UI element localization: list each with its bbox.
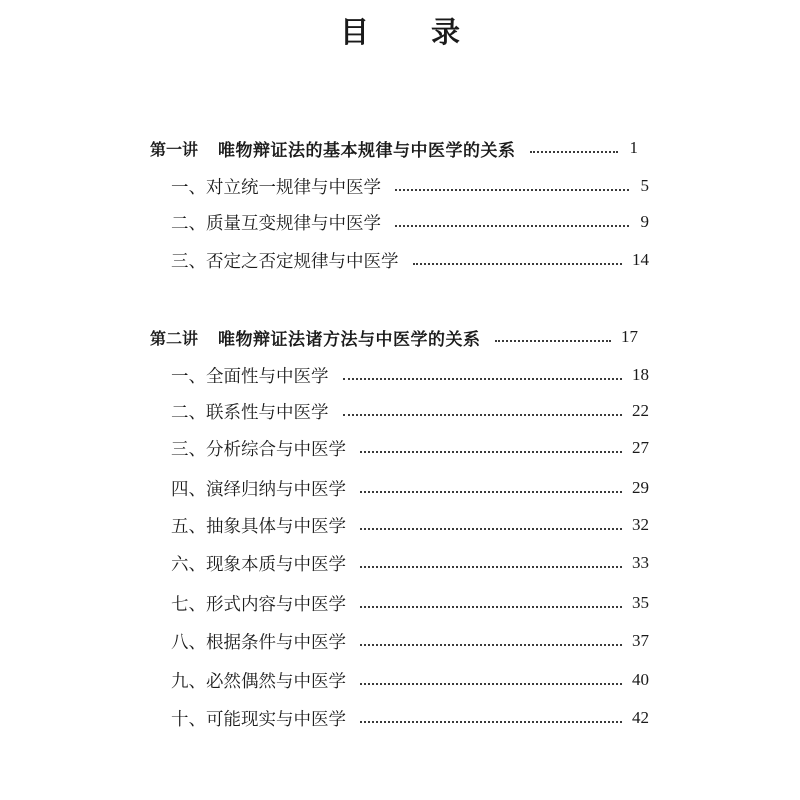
toc-entry[interactable] — [171, 360, 649, 390]
toc-entry-number: 二、 — [171, 213, 206, 234]
toc-entry-number: 二、 — [171, 402, 206, 423]
toc-entry-title: 根据条件与中医学 — [206, 632, 346, 653]
toc-entry-title: 否定之否定规律与中医学 — [206, 251, 399, 272]
toc-entry[interactable] — [171, 433, 649, 463]
toc-entry-title: 演绎归纳与中医学 — [206, 479, 346, 500]
toc-page-number: 40 — [632, 670, 649, 689]
toc-dot-leader — [360, 566, 622, 568]
toc-page-number: 5 — [640, 176, 649, 195]
toc-entry-title: 形式内容与中医学 — [206, 594, 346, 615]
toc-entry-number: 三、 — [171, 251, 206, 272]
toc-entry-title: 质量互变规律与中医学 — [206, 213, 381, 234]
toc-dot-leader — [395, 225, 629, 227]
toc-entry[interactable] — [171, 665, 649, 695]
toc-entry[interactable] — [171, 626, 649, 656]
toc-dot-leader — [343, 414, 623, 416]
toc-dot-leader — [360, 683, 622, 685]
toc-dot-leader — [530, 151, 618, 153]
toc-lecture-number: 第一讲 — [150, 139, 199, 159]
toc-entry[interactable] — [171, 703, 649, 733]
toc-entry-title: 现象本质与中医学 — [206, 554, 346, 575]
toc-dot-leader — [360, 644, 622, 646]
toc-lecture-number: 第二讲 — [150, 328, 199, 348]
toc-lecture-2[interactable] — [150, 322, 638, 352]
toc-entry[interactable] — [171, 548, 649, 578]
toc-page-number: 37 — [632, 631, 649, 650]
toc-entry[interactable] — [171, 473, 649, 503]
toc-page-number: 14 — [632, 250, 649, 269]
toc-page-number: 35 — [632, 593, 649, 612]
page-title: 目 录 — [339, 15, 487, 49]
toc-entry-title: 联系性与中医学 — [206, 402, 329, 423]
toc-entry-number: 一、 — [171, 366, 206, 387]
toc-entry[interactable] — [171, 510, 649, 540]
toc-dot-leader — [360, 491, 622, 493]
toc-page-number: 27 — [632, 438, 649, 457]
toc-page-number: 33 — [632, 553, 649, 572]
toc-page-number: 32 — [632, 515, 649, 534]
toc-page-number: 17 — [621, 327, 638, 346]
toc-dot-leader — [343, 378, 623, 380]
toc-dot-leader — [413, 263, 623, 265]
toc-page-number: 22 — [632, 401, 649, 420]
toc-entry-title: 对立统一规律与中医学 — [206, 177, 381, 198]
toc-entry-title: 全面性与中医学 — [206, 366, 329, 387]
toc-dot-leader — [360, 528, 622, 530]
toc-entry-number: 六、 — [171, 554, 206, 575]
toc-entry-title: 抽象具体与中医学 — [206, 516, 346, 537]
toc-entry-number: 九、 — [171, 671, 206, 692]
toc-lecture-title: 唯物辩证法诸方法与中医学的关系 — [218, 329, 481, 350]
toc-entry[interactable] — [171, 588, 649, 618]
toc-dot-leader — [395, 189, 629, 191]
toc-entry-title: 必然偶然与中医学 — [206, 671, 346, 692]
toc-entry[interactable] — [171, 396, 649, 426]
toc-entry[interactable] — [171, 171, 649, 201]
toc-entry-number: 十、 — [171, 709, 206, 730]
toc-entry[interactable] — [171, 245, 649, 275]
toc-entry-number: 一、 — [171, 177, 206, 198]
toc-lecture-1[interactable] — [150, 133, 638, 163]
toc-entry[interactable] — [171, 207, 649, 237]
toc-page-number: 42 — [632, 708, 649, 727]
toc-dot-leader — [360, 606, 622, 608]
toc-entry-number: 五、 — [171, 516, 206, 537]
toc-lecture-title: 唯物辩证法的基本规律与中医学的关系 — [218, 140, 516, 161]
toc-entry-number: 八、 — [171, 632, 206, 653]
toc-entry-title: 分析综合与中医学 — [206, 439, 346, 460]
toc-entry-number: 七、 — [171, 594, 206, 615]
toc-page-number: 1 — [629, 138, 638, 157]
toc-dot-leader — [495, 340, 611, 342]
toc-page-number: 9 — [640, 212, 649, 231]
toc-dot-leader — [360, 451, 622, 453]
toc-entry-number: 四、 — [171, 479, 206, 500]
toc-entry-title: 可能现实与中医学 — [206, 709, 346, 730]
toc-page-number: 18 — [632, 365, 649, 384]
toc-entry-number: 三、 — [171, 439, 206, 460]
toc-page-number: 29 — [632, 478, 649, 497]
toc-dot-leader — [360, 721, 622, 723]
